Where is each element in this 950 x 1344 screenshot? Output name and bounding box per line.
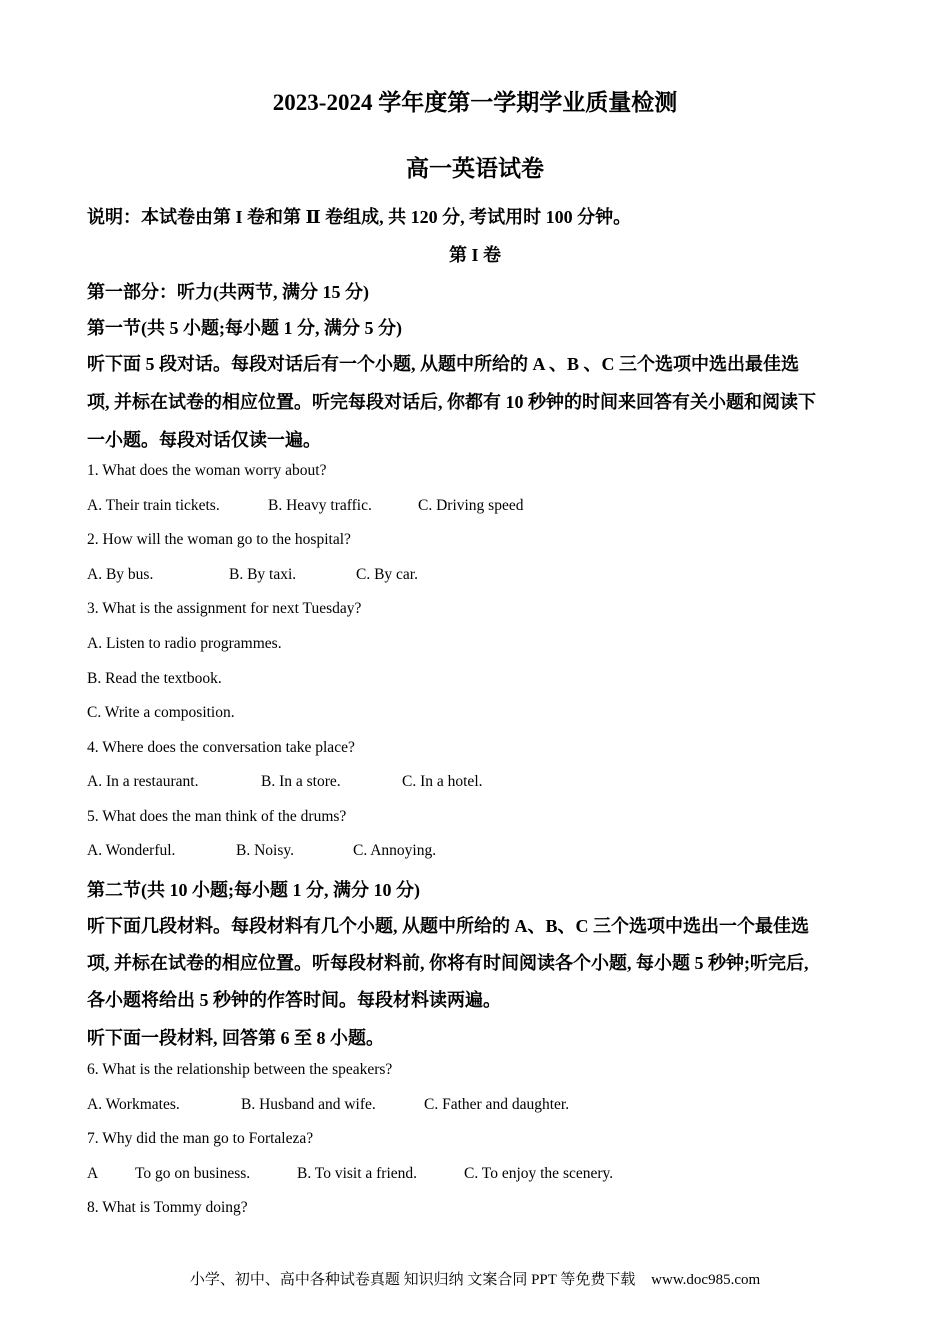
option-c: C. To enjoy the scenery. — [464, 1165, 614, 1182]
volume-heading: 第 I 卷 — [448, 245, 501, 265]
question-5-stem: 5. What does the man think of the drums? — [87, 808, 347, 825]
option-b: B. By taxi. — [229, 566, 297, 583]
material-heading: 听下面一段材料, 回答第 6 至 8 小题。 — [87, 1028, 384, 1048]
question-3-option-c: C. Write a composition. — [87, 704, 235, 721]
exam-title: 2023-2024 学年度第一学期学业质量检测 — [272, 90, 678, 115]
option-a: A. Their train tickets. — [87, 497, 220, 514]
option-c: C. Annoying. — [353, 842, 437, 859]
footer-text: 小学、初中、高中各种试卷真题 知识归纳 文案合同 PPT 等免费下载 — [189, 1272, 636, 1288]
section2-instruction-line: 各小题将给出 5 秒钟的作答时间。每段材料读两遍。 — [87, 990, 501, 1010]
option-b: B. To visit a friend. — [297, 1165, 418, 1182]
option-c: C. In a hotel. — [402, 773, 483, 790]
option-a: A. Wonderful. — [87, 842, 176, 859]
option-a: A. In a restaurant. — [87, 773, 199, 790]
option-a: A. Workmates. — [87, 1096, 180, 1113]
option-b: B. Husband and wife. — [241, 1096, 376, 1113]
question-5-options — [87, 842, 436, 860]
option-c: C. By car. — [356, 566, 418, 583]
question-3-option-a: A. Listen to radio programmes. — [87, 635, 282, 652]
question-6-options — [87, 1096, 569, 1114]
section2-instruction-line: 项, 并标在试卷的相应位置。听每段材料前, 你将有时间阅读各个小题, 每小题 5 秒钟;听完后, — [87, 953, 809, 973]
question-6-stem: 6. What is the relationship between the speakers? — [87, 1061, 393, 1078]
question-4-stem: 4. Where does the conversation take place? — [87, 739, 355, 756]
question-8-stem: 8. What is Tommy doing? — [87, 1199, 248, 1216]
exam-note: 说明：本试卷由第 I 卷和第 Ⅱ 卷组成, 共 120 分, 考试用时 100 分钟。 — [87, 207, 632, 227]
question-2-options — [87, 566, 418, 584]
question-3-stem: 3. What is the assignment for next Tuesday? — [87, 600, 362, 617]
question-7-options — [87, 1165, 613, 1183]
option-b: B. In a store. — [261, 773, 341, 790]
page-footer — [0, 1268, 950, 1289]
option-b: B. Noisy. — [236, 842, 294, 859]
part1-heading: 第一部分：听力(共两节, 满分 15 分) — [87, 282, 369, 302]
question-1-stem: 1. What does the woman worry about? — [87, 462, 327, 479]
question-1-options — [87, 497, 523, 515]
section2-instruction-line: 听下面几段材料。每段材料有几个小题, 从题中所给的 A、B、C 三个选项中选出一个最佳选 — [87, 916, 809, 936]
footer-link[interactable]: www.doc985.com — [651, 1272, 761, 1288]
option-c: C. Father and daughter. — [424, 1096, 570, 1113]
exam-subtitle: 高一英语试卷 — [406, 156, 544, 181]
question-3-option-b: B. Read the textbook. — [87, 670, 222, 687]
question-7-stem: 7. Why did the man go to Fortaleza? — [87, 1130, 314, 1147]
question-2-stem: 2. How will the woman go to the hospital? — [87, 531, 351, 548]
question-4-options — [87, 773, 483, 791]
section1-instruction-line: 项, 并标在试卷的相应位置。听完每段对话后, 你都有 10 秒钟的时间来回答有关小题和阅读下 — [87, 392, 816, 412]
option-c: C. Driving speed — [418, 497, 524, 514]
option-a: To go on business. — [135, 1165, 251, 1182]
option-a: A. By bus. — [87, 566, 154, 583]
option-a-letter: A — [87, 1165, 99, 1182]
section1-instruction-line: 一小题。每段对话仅读一遍。 — [87, 430, 321, 450]
section1-instruction-line: 听下面 5 段对话。每段对话后有一个小题, 从题中所给的 A 、B 、C 三个选项中选出最佳选 — [87, 354, 800, 374]
option-b: B. Heavy traffic. — [268, 497, 372, 514]
section1-heading: 第一节(共 5 小题;每小题 1 分, 满分 5 分) — [87, 318, 402, 338]
section2-heading: 第二节(共 10 小题;每小题 1 分, 满分 10 分) — [87, 880, 420, 900]
